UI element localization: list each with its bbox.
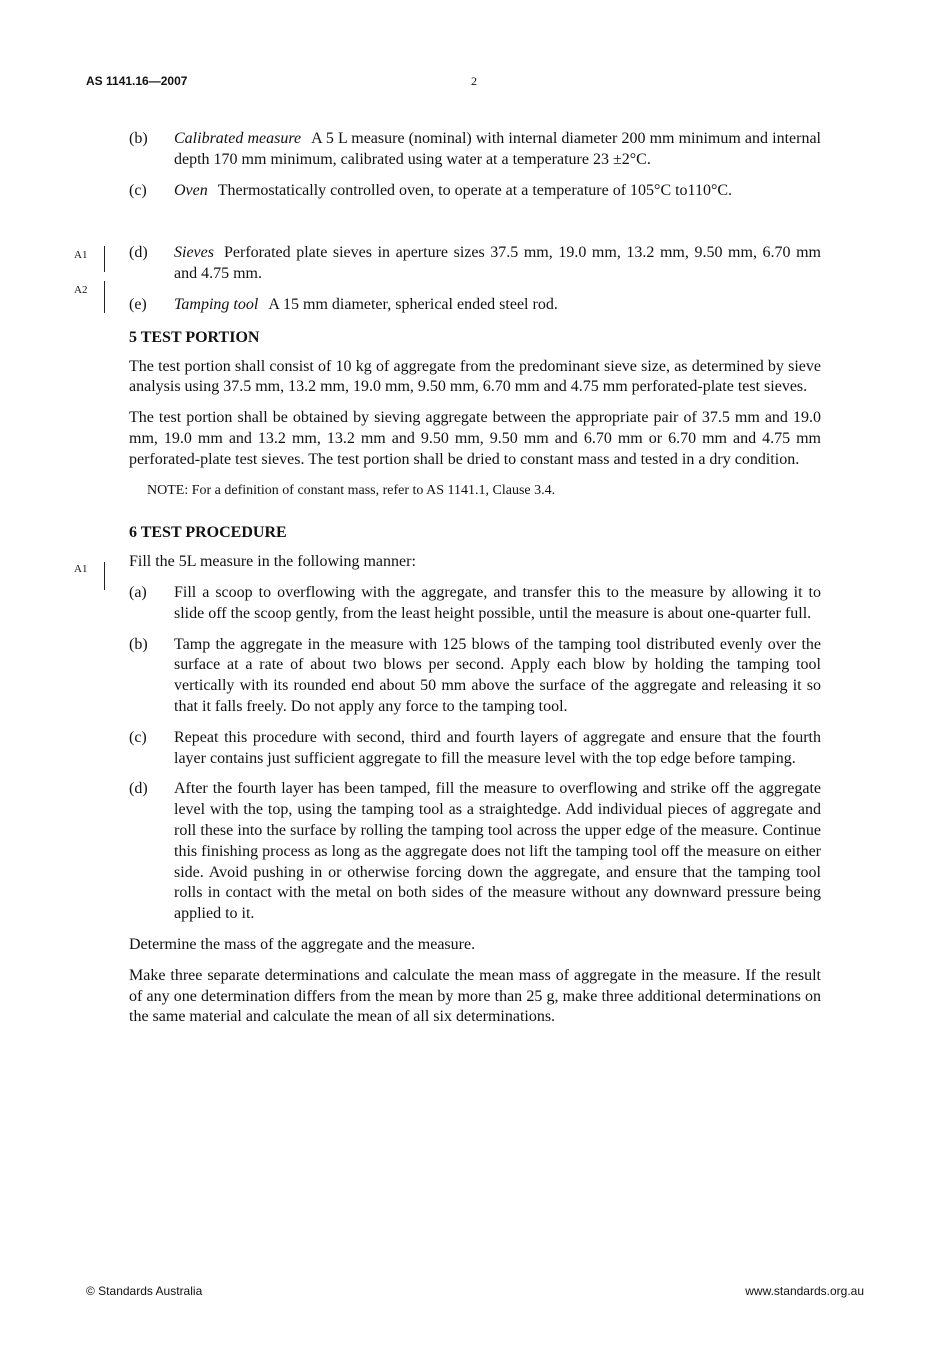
item-term: Calibrated measure — [174, 130, 302, 147]
document-id: AS 1141.16—2007 — [86, 74, 188, 88]
item-label: (c) — [129, 181, 147, 199]
procedure-step — [129, 635, 821, 718]
item-label: (b) — [129, 130, 148, 147]
step-text: Tamp the aggregate in the measure with 125 blows of the tamping tool distributed evenly over the surface at a rate of about two blows per second. Apply each blow by holding the tamping tool vertically with its rounded end about 50 mm above the surface of the aggregate and releasing it so that it falls freely. Do not apply any force to the tamping tool. — [174, 635, 821, 715]
amendment-bar — [104, 281, 105, 313]
step-text: After the fourth layer has been tamped, fill the measure to overflowing and strike off the aggregate level with the top, using the tamping tool as a straightedge. Add individual pieces of aggregate and roll these into the surface by rolling the tamping tool across the upper edge of the measure. Continue this finishing process as long as the aggregate does not lift the tamping tool off the measure on either side. Avoid pushing in or otherwise forcing down the aggregate, and ensure that the tamping tool rolls in contact with the metal on both sides of the measure without any downward pressure being applied to it. — [174, 780, 821, 923]
copyright-notice: © Standards Australia — [86, 1284, 203, 1298]
apparatus-item — [129, 243, 821, 285]
procedure-step — [129, 779, 821, 925]
apparatus-item — [129, 181, 821, 202]
note: NOTE: For a definition of constant mass, refer to AS 1141.1, Clause 3.4. — [147, 482, 556, 498]
item-term: Sieves — [174, 244, 214, 262]
website-link[interactable]: www.standards.org.au — [745, 1284, 864, 1298]
step-text: Repeat this procedure with second, third and fourth layers of aggregate and ensure that the fourth layer contains just sufficient aggregate to fill the measure level with the top edge before tamping. — [174, 728, 821, 767]
step-label: (b) — [129, 635, 148, 653]
item-label: (d) — [129, 244, 148, 262]
apparatus-item — [129, 295, 821, 316]
paragraph: The test portion shall be obtained by sieving aggregate between the appropriate pair of 37.5 mm and 19.0 mm, 19.0 mm and 13.2 mm, 13.2 mm and 9.50 mm, 9.50 mm and 6.70 mm or 6.70 mm and 4.75 mm perforated-plate test sieves. The test portion shall be dried to constant mass and tested in a dry condition. — [129, 409, 821, 468]
amendment-bar — [104, 562, 105, 590]
paragraph: Determine the mass of the aggregate and the measure. — [129, 935, 476, 953]
item-term: Tamping tool — [174, 295, 259, 313]
apparatus-item — [129, 129, 821, 171]
amendment-marker-a2: A2 — [74, 284, 88, 296]
document-body — [129, 129, 821, 1038]
step-text: Fill a scoop to overflowing with the aggregate, and transfer this to the measure by allowing it to slide off the scoop gently, from the least height possible, until the measure is about one-quarter full. — [174, 583, 821, 622]
procedure-step — [129, 583, 821, 625]
amendment-marker-a1: A1 — [74, 249, 88, 261]
item-text: Perforated plate sieves in aperture sizes 37.5 mm, 19.0 mm, 13.2 mm, 9.50 mm, 6.70 mm and 4.75 mm. — [174, 244, 821, 283]
paragraph: The test portion shall consist of 10 kg of aggregate from the predominant sieve size, as determined by sieve analysis using 37.5 mm, 13.2 mm, 19.0 mm, 9.50 mm, 6.70 mm and 4.75 mm perforated-plate test sieves. — [129, 357, 821, 396]
page-number: 2 — [471, 74, 477, 88]
procedure-step — [129, 728, 821, 770]
amendment-marker-a1: A1 — [74, 563, 88, 575]
item-text: Thermostatically controlled oven, to operate at a temperature of 105°C to110°C. — [217, 181, 733, 199]
step-label: (d) — [129, 780, 148, 798]
section-heading: 6 TEST PROCEDURE — [129, 524, 287, 542]
step-label: (c) — [129, 728, 147, 746]
item-term: Oven — [174, 181, 208, 199]
item-label: (e) — [129, 295, 147, 313]
paragraph: Make three separate determinations and calculate the mean mass of aggregate in the measure. If the result of any one determination differs from the mean by more than 25 g, make three additional determinations on the same material and calculate the mean of all six determinations. — [129, 966, 821, 1026]
item-text: A 5 L measure (nominal) with internal diameter 200 mm minimum and internal depth 170 mm minimum, calibrated using water at a temperature 23 ±2°C. — [174, 130, 821, 168]
item-text: A 15 mm diameter, spherical ended steel rod. — [268, 295, 558, 313]
paragraph: Fill the 5L measure in the following manner: — [129, 553, 416, 571]
section-heading: 5 TEST PORTION — [129, 328, 260, 346]
step-label: (a) — [129, 583, 147, 601]
amendment-bar — [104, 246, 105, 272]
